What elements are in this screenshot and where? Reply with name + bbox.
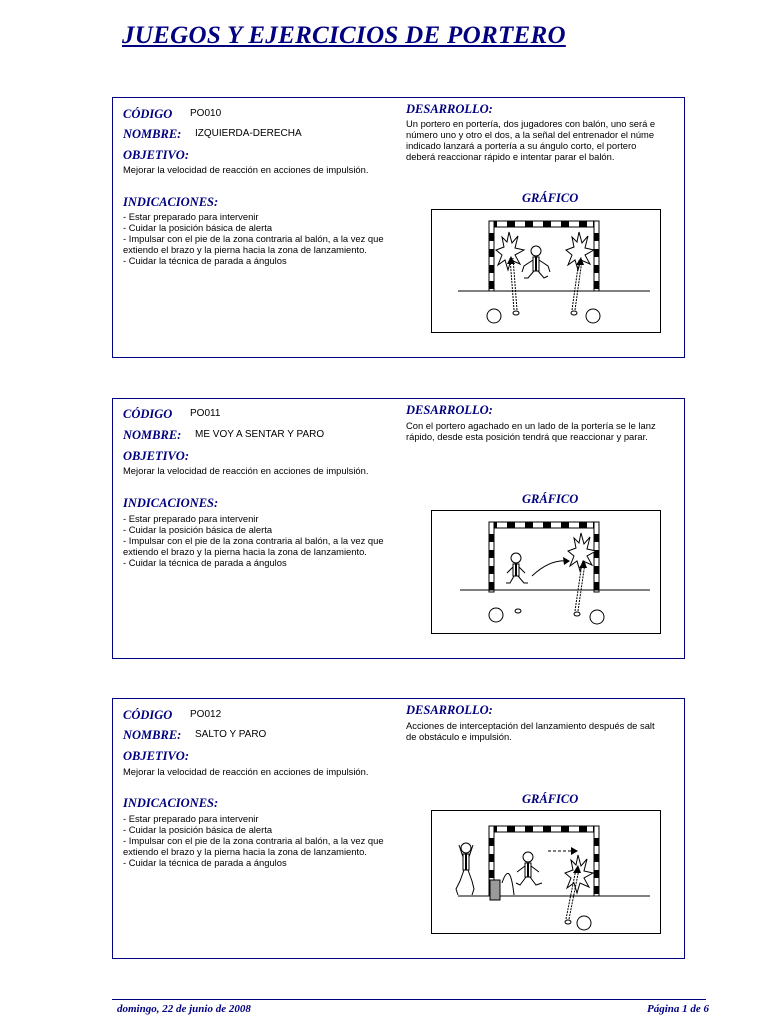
nombre-value: ME VOY A SENTAR Y PARO (195, 429, 325, 440)
grafico-label: GRÁFICO (522, 792, 579, 806)
desarrollo-line: indicado lanzará a portería a su ángulo corto, el portero (406, 140, 637, 151)
page-footer (112, 999, 709, 1015)
indicaciones-line: - Cuidar la posición básica de alerta (123, 222, 273, 233)
codigo-value: PO011 (190, 408, 221, 419)
page-title: JUEGOS Y EJERCICIOS DE PORTERO (122, 22, 566, 49)
codigo-value: PO012 (190, 709, 222, 720)
codigo-value: PO010 (190, 108, 222, 119)
indicaciones-line: - Cuidar la técnica de parada a ángulos (123, 857, 287, 868)
footer-page-number: Página 1 de 6 (646, 1003, 709, 1015)
desarrollo-line: rápido, desde esta posición tendrá que reaccionar y parar. (406, 431, 648, 442)
desarrollo-line: Con el portero agachado en un lado de la portería se le lanz (406, 420, 656, 431)
indicaciones-line: extiendo el brazo y la pierna hacia la zona de lanzamiento. (123, 546, 367, 557)
indicaciones-label: INDICACIONES: (123, 496, 219, 510)
indicaciones-line: extiendo el brazo y la pierna hacia la zona de lanzamiento. (123, 244, 367, 255)
desarrollo-line: de obstáculo e impulsión. (406, 731, 512, 742)
indicaciones-line: - Cuidar la posición básica de alerta (123, 824, 273, 835)
objetivo-text: Mejorar la velocidad de reacción en acciones de impulsión. (123, 766, 369, 777)
exercise-card-po011 (112, 398, 685, 659)
indicaciones-line: - Impulsar con el pie de la zona contraria al balón, a la vez que (123, 233, 384, 244)
indicaciones-line: - Estar preparado para intervenir (123, 513, 259, 524)
desarrollo-label: DESARROLLO: (406, 703, 493, 717)
desarrollo-label: DESARROLLO: (406, 403, 493, 417)
exercise-card-po012 (112, 698, 685, 959)
codigo-label: CÓDIGO (123, 407, 173, 421)
indicaciones-line: - Impulsar con el pie de la zona contraria al balón, a la vez que (123, 835, 384, 846)
exercise-diagram (431, 209, 661, 333)
nombre-label: NOMBRE: (123, 728, 182, 742)
objetivo-label: OBJETIVO: (123, 449, 189, 463)
nombre-label: NOMBRE: (123, 428, 182, 442)
indicaciones-line: - Impulsar con el pie de la zona contraria al balón, a la vez que (123, 535, 384, 546)
indicaciones-line: - Cuidar la técnica de parada a ángulos (123, 255, 287, 266)
grafico-label: GRÁFICO (522, 191, 579, 205)
footer-date: domingo, 22 de junio de 2008 (117, 1003, 251, 1015)
exercise-diagram (431, 810, 661, 934)
nombre-value: SALTO Y PARO (195, 729, 267, 740)
objetivo-label: OBJETIVO: (123, 749, 189, 763)
codigo-label: CÓDIGO (123, 107, 173, 121)
indicaciones-line: extiendo el brazo y la pierna hacia la zona de lanzamiento. (123, 846, 367, 857)
desarrollo-line: Un portero en portería, dos jugadores con balón, uno será e (406, 118, 656, 129)
desarrollo-line: Acciones de interceptación del lanzamiento después de salt (406, 720, 655, 731)
indicaciones-line: - Cuidar la técnica de parada a ángulos (123, 557, 287, 568)
objetivo-text: Mejorar la velocidad de reacción en acciones de impulsión. (123, 164, 369, 175)
desarrollo-line: deberá reaccionar rápido e intentar parar el balón. (406, 151, 615, 162)
indicaciones-label: INDICACIONES: (123, 195, 219, 209)
desarrollo-line: número uno y otro el dos, a la señal del entrenador el núme (406, 129, 655, 140)
desarrollo-label: DESARROLLO: (406, 102, 493, 116)
exercise-diagram (431, 510, 661, 634)
exercise-card-po010 (112, 97, 685, 358)
indicaciones-line: - Cuidar la posición básica de alerta (123, 524, 273, 535)
indicaciones-label: INDICACIONES: (123, 796, 219, 810)
indicaciones-line: - Estar preparado para intervenir (123, 211, 259, 222)
objetivo-text: Mejorar la velocidad de reacción en acciones de impulsión. (123, 465, 369, 476)
objetivo-label: OBJETIVO: (123, 148, 189, 162)
indicaciones-line: - Estar preparado para intervenir (123, 813, 259, 824)
nombre-label: NOMBRE: (123, 127, 182, 141)
nombre-value: IZQUIERDA-DERECHA (195, 128, 302, 139)
grafico-label: GRÁFICO (522, 492, 579, 506)
codigo-label: CÓDIGO (123, 708, 173, 722)
